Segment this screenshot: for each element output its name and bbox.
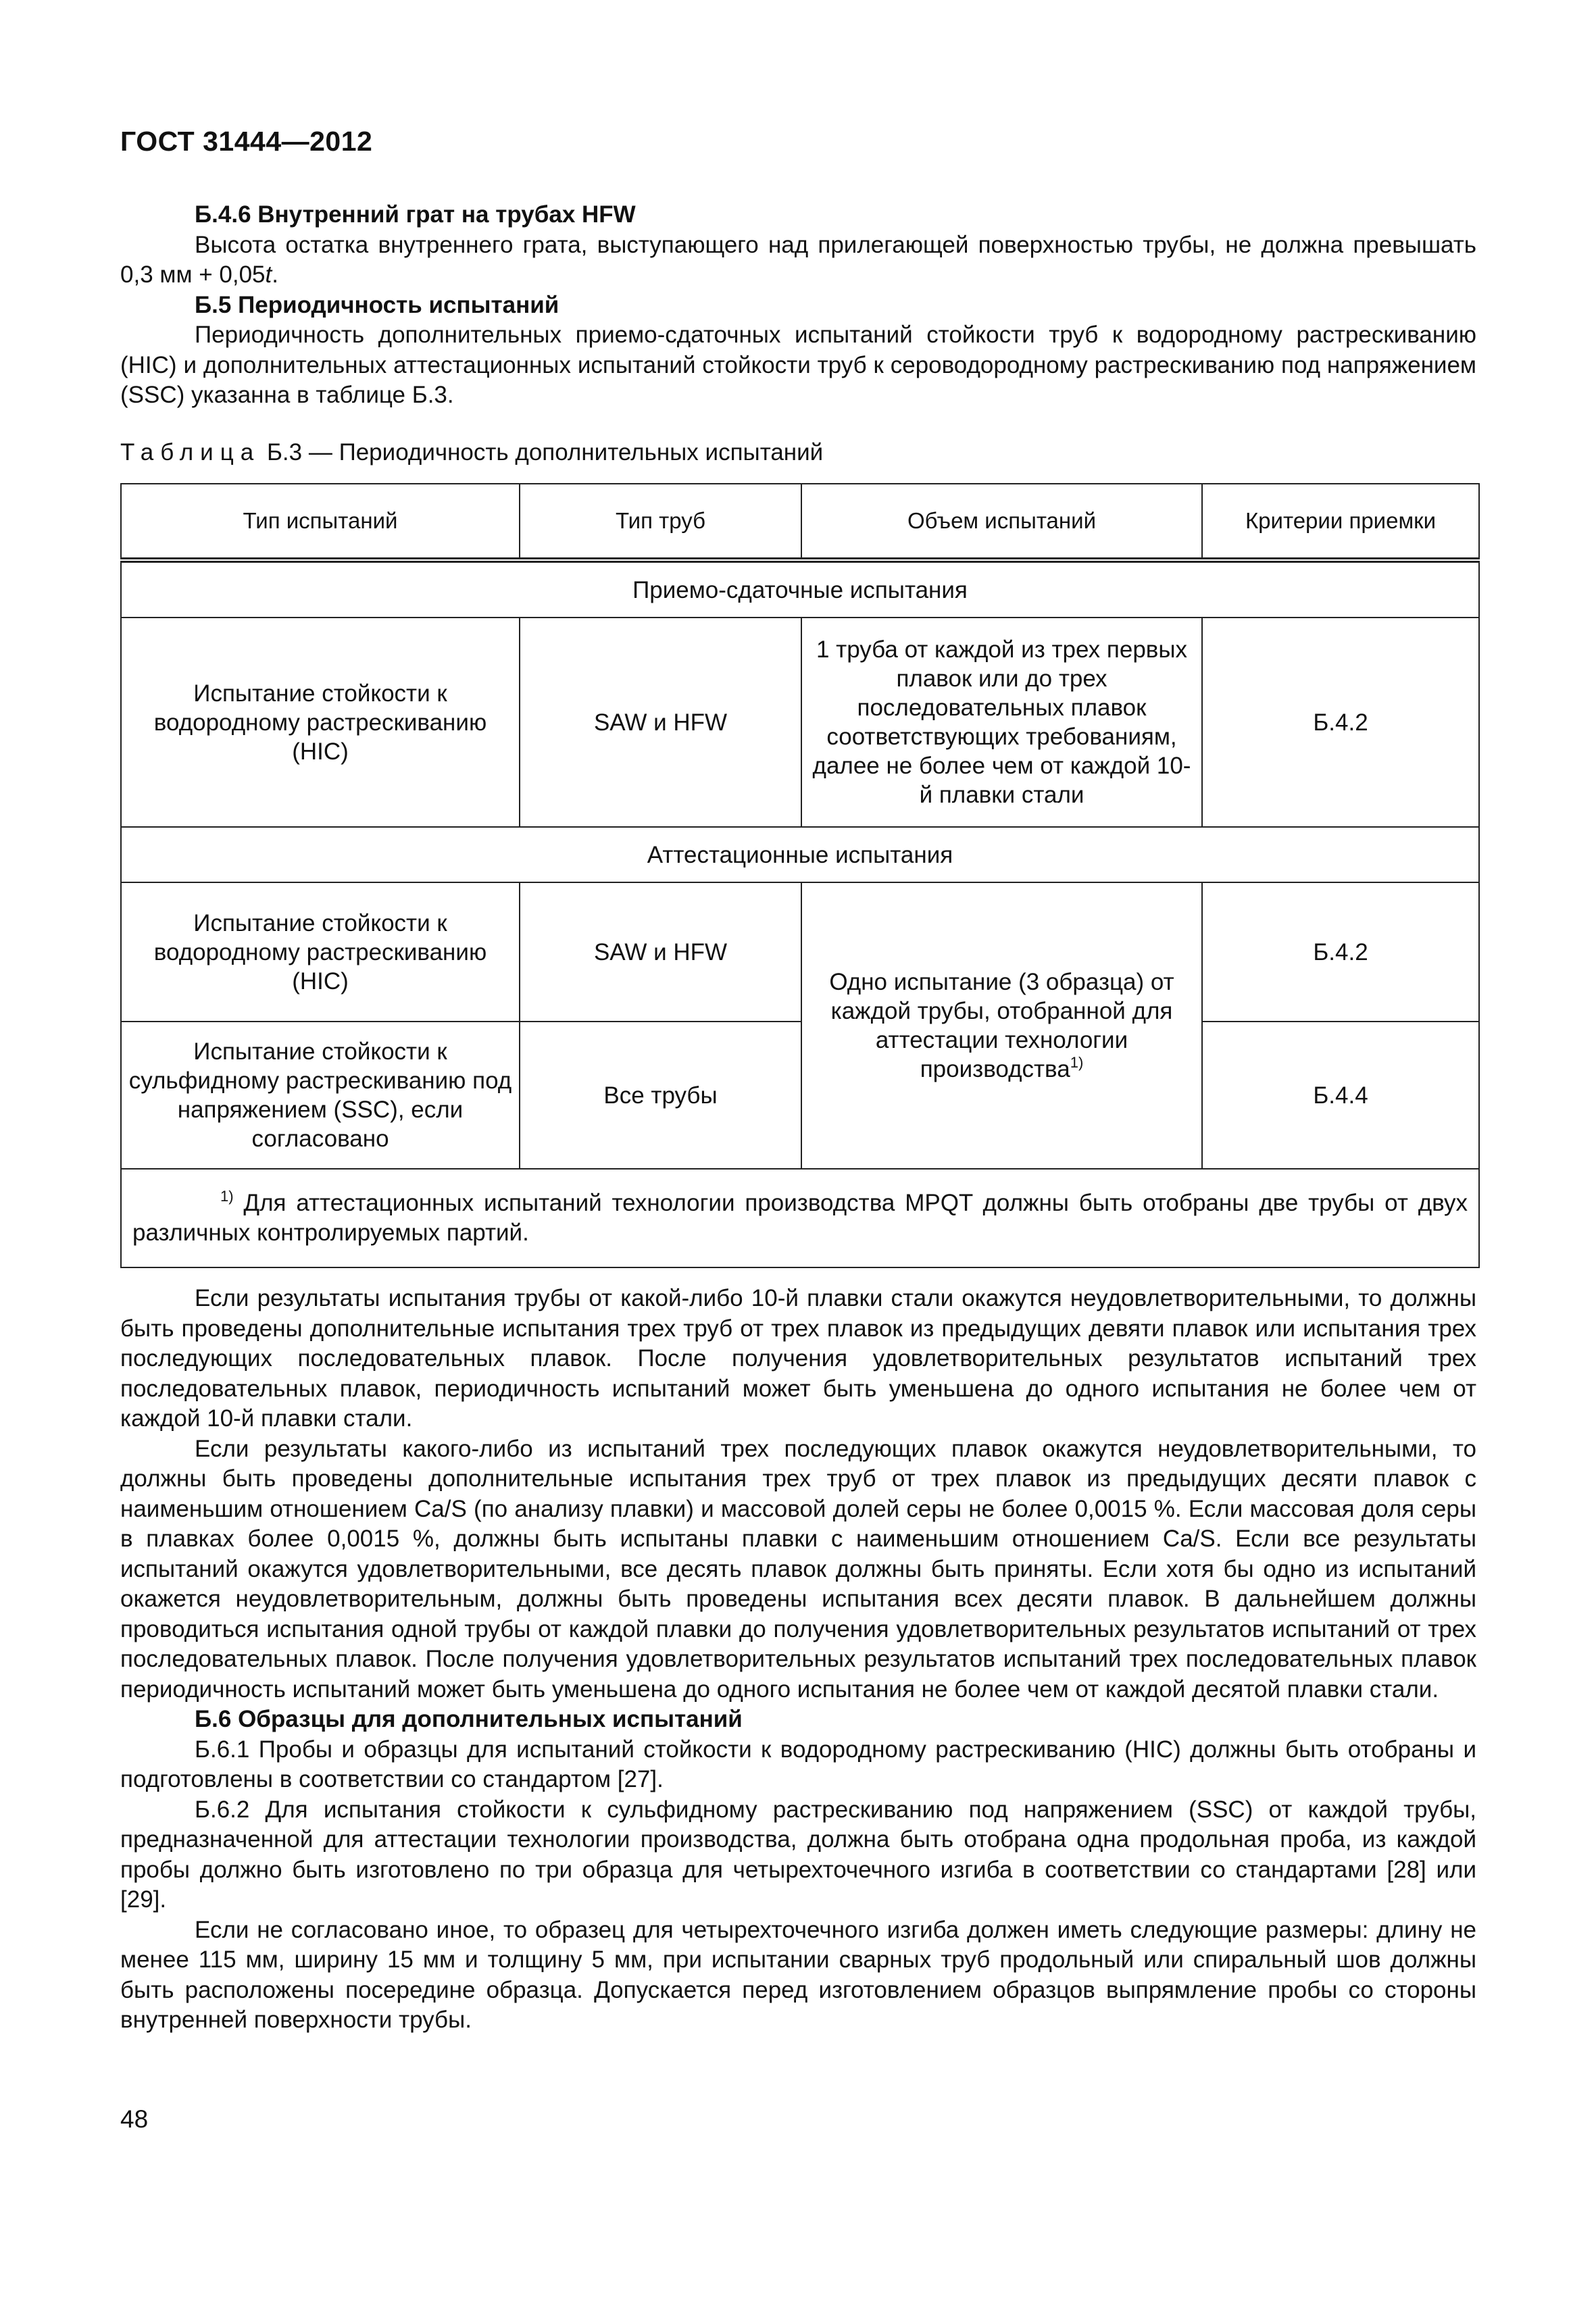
shared-volume-text: Одно испытание (3 образца) от каждой трубы, отобранной для аттестации технологии производства — [829, 969, 1174, 1082]
cell-pipe-type: Все трубы — [520, 1022, 801, 1169]
table-caption-text: Б.3 — Периодичность дополнительных испытаний — [260, 439, 824, 466]
body-section — [120, 1284, 1476, 2036]
document-code-header: ГОСТ 31444—2012 — [120, 126, 373, 157]
table-row — [121, 1022, 1479, 1169]
table-section-row — [121, 560, 1479, 618]
b46-text-variable: t — [265, 261, 272, 288]
cell-test-type: Испытание стойкости к сульфидному растрескиванию под напряжением (SSC), если согласовано — [121, 1022, 520, 1169]
paragraph-specimen-dimensions: Если не согласовано иное, то образец для четырехточечного изгиба должен иметь следующие размеры: длину не менее 115 мм, ширину 15 мм и толщину 5 мм, при испытании сварных труб продольный или спиральный шов должны быть расположены посередине образца. Допускается перед изготовлением образцов выпрямление пробы со стороны внутренней поверхности трубы. — [120, 1916, 1476, 2033]
paragraph-results-subsequent-heats: Если результаты какого-либо из испытаний трех последующих плавок окажутся неудовлетворительными, то должны быть проведены дополнительные испытания трех труб от трех плавок из предыдущих десяти плавок с наименьшим отношением Ca/S (по анализу плавки) и массовой долей серы не более 0,0015 %. Если массовая доля серы в плавках более 0,0015 %, должны быть испытаны плавки с наименьшим отношением Ca/S. Если все результаты испытаний окажутся удовлетворительными, все десять плавок должны быть приняты. Если хотя бы одно из испытаний окажется неудовлетворительным, должны быть проведены испытания всех десяти плавок. В дальнейшем должны проводиться испытания одной трубы от каждой плавки до получения удовлетворительных результатов испытаний от трех последовательных плавок. После получения удовлетворительных результатов испытаний трех последовательных плавок периодичность испытаний может быть уменьшена до одного испытания не более чем от каждой десятой плавки стали. — [120, 1435, 1476, 1703]
footnote-marker: 1) — [1070, 1054, 1084, 1071]
footnote-marker: 1) — [220, 1188, 234, 1205]
page-number: 48 — [120, 2105, 149, 2133]
section-b5-title: Б.5 Периодичность испытаний — [195, 291, 559, 318]
table-header-row — [121, 484, 1479, 560]
table-caption-label: Таблица — [120, 439, 261, 466]
header-pipe-type: Тип труб — [520, 484, 801, 560]
cell-pipe-type: SAW и HFW — [520, 882, 801, 1022]
cell-criteria: Б.4.2 — [1202, 882, 1479, 1022]
cell-criteria: Б.4.4 — [1202, 1022, 1479, 1169]
footnote-text: Для аттестационных испытаний технологии производства MPQT должны быть отобраны две трубы от двух различных контролируемых партий. — [132, 1190, 1468, 1246]
cell-test-type: Испытание стойкости к водородному растрескиванию (HIC) — [121, 618, 520, 827]
header-volume: Объем испытаний — [801, 484, 1202, 560]
cell-test-type: Испытание стойкости к водородному растрескиванию (HIC) — [121, 882, 520, 1022]
b46-text-main: Высота остатка внутреннего грата, выступающего над прилегающей поверхностью трубы, не должна превышать 0,3 мм + 0,05 — [120, 231, 1476, 288]
table-row — [121, 618, 1479, 827]
section-b6-title: Б.6 Образцы для дополнительных испытаний — [195, 1706, 743, 1732]
table-footnote — [121, 1169, 1479, 1267]
periodicity-table — [120, 483, 1480, 1268]
section-b62-text: Б.6.2 Для испытания стойкости к сульфидному растрескиванию под напряжением (SSC) от каждой трубы, предназначенной для аттестации технологии производства, должна быть отобрана одна продольная проба, из каждой пробы должно быть изготовлено по три образца для четырехточечного изгиба в соответствии со стандартами [28] или [29]. — [120, 1796, 1476, 1913]
b46-text-end: . — [272, 261, 278, 288]
cell-criteria: Б.4.2 — [1202, 618, 1479, 827]
header-test-type: Тип испытаний — [121, 484, 520, 560]
section-acceptance-tests: Приемо-сдаточные испытания — [121, 560, 1479, 618]
section-b46-title: Б.4.6 Внутренний грат на трубах HFW — [195, 201, 636, 228]
section-b5-text: Периодичность дополнительных приемо-сдаточных испытаний стойкости труб к водородному растрескиванию (HIC) и дополнительных аттестационных испытаний стойкости труб к сероводородному растрескиванию под напряжением (SSC) указанна в таблице Б.3. — [120, 322, 1476, 408]
header-criteria: Критерии приемки — [1202, 484, 1479, 560]
table-row — [121, 882, 1479, 1022]
cell-volume-shared — [801, 882, 1202, 1169]
cell-volume: 1 труба от каждой из трех первых плавок или до трех последовательных плавок соответствующих требованиям, далее не более чем от каждой 10-й плавки стали — [801, 618, 1202, 827]
intro-section — [120, 200, 1476, 411]
section-b46-text — [120, 230, 1476, 291]
table-footnote-row — [121, 1169, 1479, 1267]
cell-pipe-type: SAW и HFW — [520, 618, 801, 827]
table-caption — [120, 439, 823, 466]
table-section-row — [121, 827, 1479, 882]
paragraph-results-10th-heat: Если результаты испытания трубы от какой-либо 10-й плавки стали окажутся неудовлетворительными, то должны быть проведены дополнительные испытания трех труб от трех плавок из предыдущих девяти плавок или испытания трех последующих последовательных плавок. После получения удовлетворительных результатов испытаний трех последовательных плавок, периодичность испытаний может быть уменьшена до одного испытания не более чем от каждой 10-й плавки стали. — [120, 1285, 1476, 1432]
section-b61-text: Б.6.1 Пробы и образцы для испытаний стойкости к водородному растрескиванию (HIC) должны быть отобраны и подготовлены в соответствии со стандартом [27]. — [120, 1736, 1476, 1792]
section-qualification-tests: Аттестационные испытания — [121, 827, 1479, 882]
